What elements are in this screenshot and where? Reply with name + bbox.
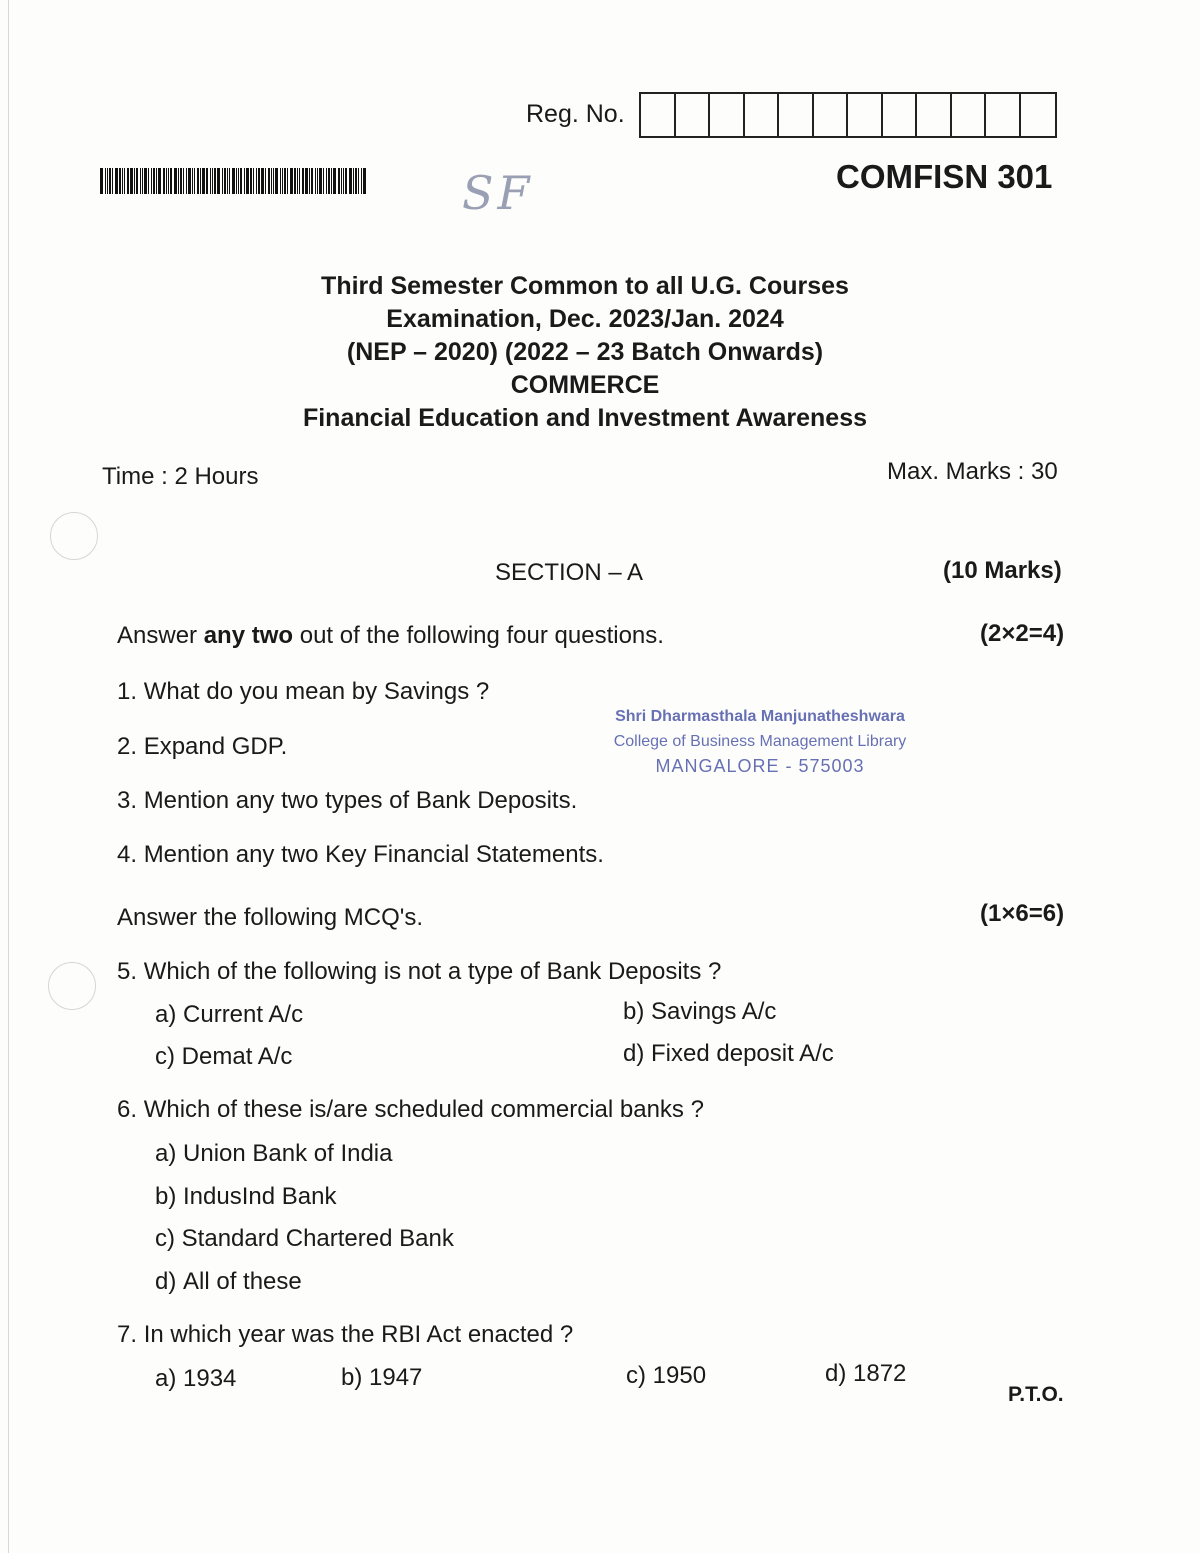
q7-option-b	[341, 1364, 422, 1392]
reg-no-box[interactable]	[848, 94, 883, 136]
option-label: b)	[341, 1364, 363, 1391]
q7-option-d	[825, 1360, 906, 1388]
option-text: Standard Chartered Bank	[181, 1225, 454, 1252]
q6-option-d	[155, 1268, 302, 1296]
option-text: 1950	[652, 1362, 707, 1389]
reg-no-box[interactable]	[641, 94, 676, 136]
option-label: d)	[825, 1360, 847, 1387]
option-text: Current A/c	[183, 1001, 304, 1028]
reg-no-box[interactable]	[1021, 94, 1056, 136]
instruction-text: Answer	[117, 622, 204, 649]
barcode-icon	[100, 168, 366, 194]
reg-no-box[interactable]	[986, 94, 1021, 136]
q5-option-a	[155, 1001, 303, 1029]
option-label: d)	[155, 1268, 177, 1295]
stamp-line: College of Business Management Library	[613, 733, 907, 750]
option-label: a)	[155, 1001, 177, 1028]
question-5	[117, 958, 721, 986]
part2-instruction: Answer the following MCQ's.	[117, 904, 424, 931]
question-text: What do you mean by Savings ?	[143, 678, 490, 705]
question-number: 4.	[117, 841, 138, 868]
reg-no-box[interactable]	[814, 94, 849, 136]
max-marks: Max. Marks : 30	[887, 458, 1058, 485]
section-marks: (10 Marks)	[943, 557, 1062, 584]
question-number: 1.	[117, 678, 138, 705]
question-7	[117, 1321, 573, 1349]
option-label: c)	[626, 1362, 646, 1389]
instruction-text: out of the following four questions.	[293, 622, 664, 649]
library-stamp	[585, 704, 935, 779]
reg-no-box[interactable]	[676, 94, 711, 136]
q6-option-a	[155, 1140, 393, 1168]
instruction-emphasis: any two	[203, 622, 294, 649]
part2-marks: (1×6=6)	[980, 900, 1065, 927]
question-number: 3.	[117, 787, 138, 814]
question-text: Mention any two Key Financial Statements.	[143, 841, 604, 868]
please-turn-over: P.T.O.	[1008, 1383, 1064, 1406]
reg-no-box[interactable]	[710, 94, 745, 136]
option-label: b)	[623, 998, 645, 1025]
option-text: IndusInd Bank	[183, 1183, 337, 1210]
option-text: All of these	[183, 1268, 302, 1295]
paper-code: COMFISN 301	[836, 158, 1053, 195]
q5-option-d	[623, 1040, 834, 1068]
option-text: 1872	[853, 1360, 907, 1387]
q7-option-a	[155, 1365, 236, 1393]
question-4	[117, 841, 604, 869]
question-3	[117, 787, 577, 815]
stamp-line: MANGALORE - 575003	[655, 756, 865, 776]
question-text: Expand GDP.	[143, 733, 288, 760]
exam-time: Time : 2 Hours	[102, 463, 259, 490]
option-text: Demat A/c	[181, 1043, 293, 1070]
question-number: 7.	[117, 1321, 138, 1348]
question-number: 5.	[117, 958, 138, 985]
q5-option-c	[155, 1043, 292, 1071]
q7-option-c	[626, 1362, 706, 1390]
question-text: Which of the following is not a type of Bank Deposits ?	[143, 958, 722, 985]
option-label: a)	[155, 1365, 177, 1392]
question-text: In which year was the RBI Act enacted ?	[143, 1321, 574, 1348]
reg-no-label: Reg. No.	[526, 100, 625, 128]
option-text: 1947	[369, 1364, 423, 1391]
question-text: Mention any two types of Bank Deposits.	[143, 787, 578, 814]
q6-option-b	[155, 1183, 336, 1211]
handwritten-initials: SF	[462, 166, 534, 220]
part1-marks: (2×2=4)	[980, 620, 1065, 647]
question-text: Which of these is/are scheduled commercial banks ?	[143, 1096, 704, 1123]
option-text: 1934	[183, 1365, 237, 1392]
section-title: SECTION – A	[495, 559, 644, 586]
title-line: Examination, Dec. 2023/Jan. 2024	[386, 305, 784, 333]
option-label: c)	[155, 1043, 175, 1070]
stamp-line: Shri Dharmasthala Manjunatheshwara	[615, 708, 905, 725]
option-label: c)	[155, 1225, 175, 1252]
option-label: a)	[155, 1140, 177, 1167]
title-line: COMMERCE	[510, 371, 660, 399]
exam-title-block	[200, 270, 970, 435]
reg-no-box[interactable]	[952, 94, 987, 136]
title-line: Financial Education and Investment Awareness	[302, 404, 868, 432]
option-text: Savings A/c	[651, 998, 777, 1025]
title-line: (NEP – 2020) (2022 – 23 Batch Onwards)	[346, 338, 824, 366]
option-text: Union Bank of India	[183, 1140, 393, 1167]
page-edge	[8, 0, 9, 1553]
question-6	[117, 1096, 704, 1124]
q5-option-b	[623, 998, 776, 1026]
option-label: b)	[155, 1183, 177, 1210]
reg-no-box[interactable]	[779, 94, 814, 136]
reg-no-box[interactable]	[883, 94, 918, 136]
option-text: Fixed deposit A/c	[651, 1040, 834, 1067]
question-2	[117, 733, 287, 761]
title-line: Third Semester Common to all U.G. Courses	[321, 272, 849, 300]
punch-hole-mark	[48, 962, 96, 1010]
option-label: d)	[623, 1040, 645, 1067]
question-number: 6.	[117, 1096, 138, 1123]
question-number: 2.	[117, 733, 138, 760]
reg-no-boxes[interactable]	[639, 92, 1057, 138]
punch-hole-mark	[50, 512, 98, 560]
reg-no-box[interactable]	[745, 94, 780, 136]
question-1	[117, 678, 489, 706]
q6-option-c	[155, 1225, 454, 1253]
part1-instruction	[117, 622, 664, 650]
reg-no-box[interactable]	[917, 94, 952, 136]
